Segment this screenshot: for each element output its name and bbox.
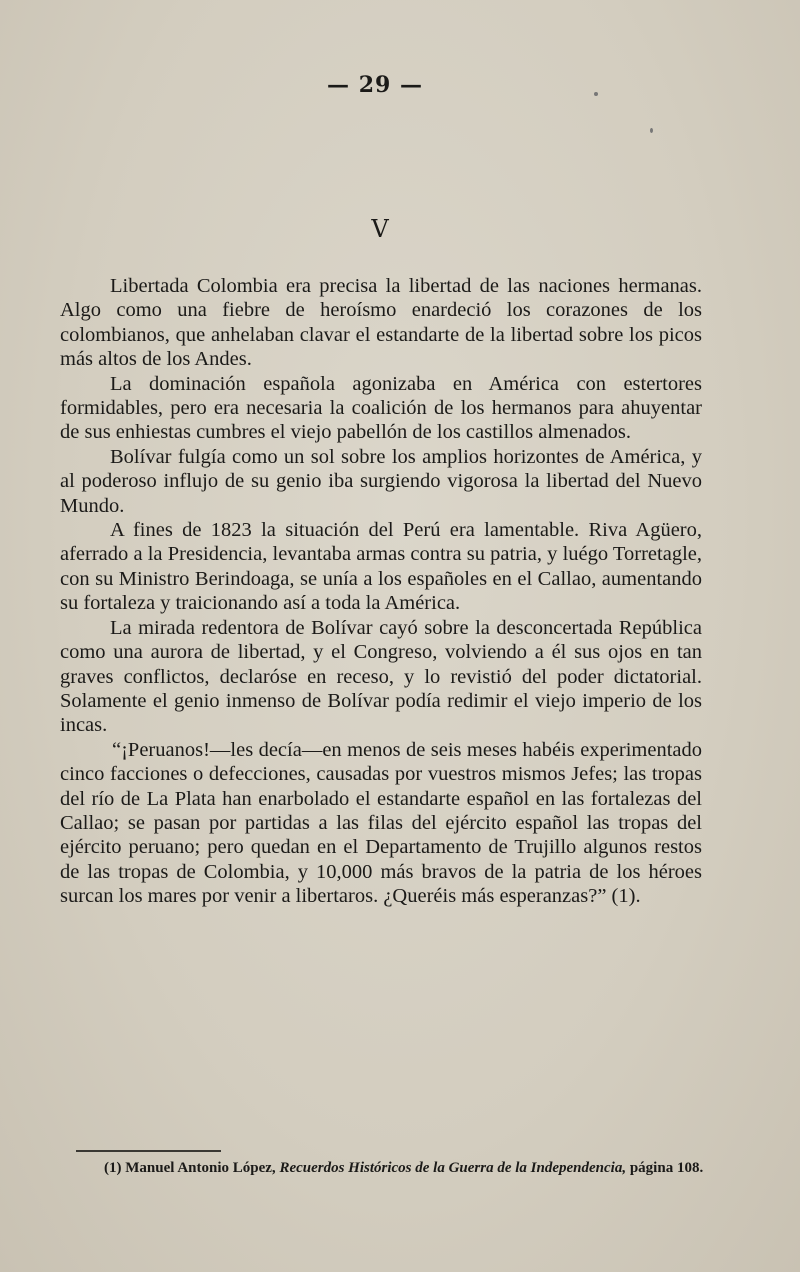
footnote-author: Manuel Antonio López, — [125, 1160, 276, 1176]
paragraph: Bolívar fulgía como un sol sobre los amplios horizontes de América, y al poderoso influjo de su genio iba surgiendo vigorosa la libertad del Nuevo Mundo. — [60, 445, 702, 517]
quote-paragraph: “¡Peruanos!—les decía—en menos de seis meses habéis experimentado cinco facciones o defecciones, causadas por vuestros mismos Jefes; las tropas del río de La Plata han enarbolado el estandarte español en las fortalezas del Callao; se pasan por partidas a las filas del ejército español las tropas del ejército peruano; pero quedan en el Departamento de Trujillo algunos restos de las tropas de Colombia, y 10,000 más bravos de la patria de los héroes surcan los mares por venir a libertaros. ¿Queréis más esperanzas?” (1). — [60, 738, 702, 908]
footnote-divider — [76, 1150, 221, 1152]
paragraph: La dominación española agonizaba en América con estertores formidables, pero era necesaria la coalición de los hermanos para ahuyentar de sus enhiestas cumbres el viejo pabellón de los castillos almenados. — [60, 372, 702, 444]
page-number: — 29 — — [327, 72, 423, 98]
footnote-title: Recuerdos Históricos de la Guerra de la Independencia, — [279, 1160, 627, 1176]
paper-speck — [650, 128, 653, 133]
paragraph: La mirada redentora de Bolívar cayó sobre la desconcertada República como una aurora de libertad, y el Congreso, volviendo a él sus ojos en tan graves conflictos, declaróse en receso, y lo revistió del poder dictatorial. Solamente el genio inmenso de Bolívar podía redimir el viejo imperio de los incas. — [60, 616, 702, 737]
paper-speck — [594, 92, 598, 96]
chapter-heading: V — [371, 215, 389, 243]
footnote — [62, 1158, 712, 1178]
footnote-marker: (1) — [104, 1160, 122, 1176]
paragraph: A fines de 1823 la situación del Perú era lamentable. Riva Agüero, aferrado a la Presidencia, levantaba armas contra su patria, y luégo Torretagle, con su Ministro Berindoaga, se unía a los españoles en el Callao, aumentando su fortaleza y traicionando así a toda la América. — [60, 519, 702, 615]
paragraph: Libertada Colombia era precisa la libertad de las naciones hermanas. Algo como una fiebre de heroísmo enardeció los corazones de los colombianos, que anhelaban clavar el estandarte de la libertad sobre los picos más altos de los Andes. — [60, 275, 702, 371]
footnote-page: página 108. — [629, 1160, 704, 1176]
body-text — [60, 274, 702, 909]
